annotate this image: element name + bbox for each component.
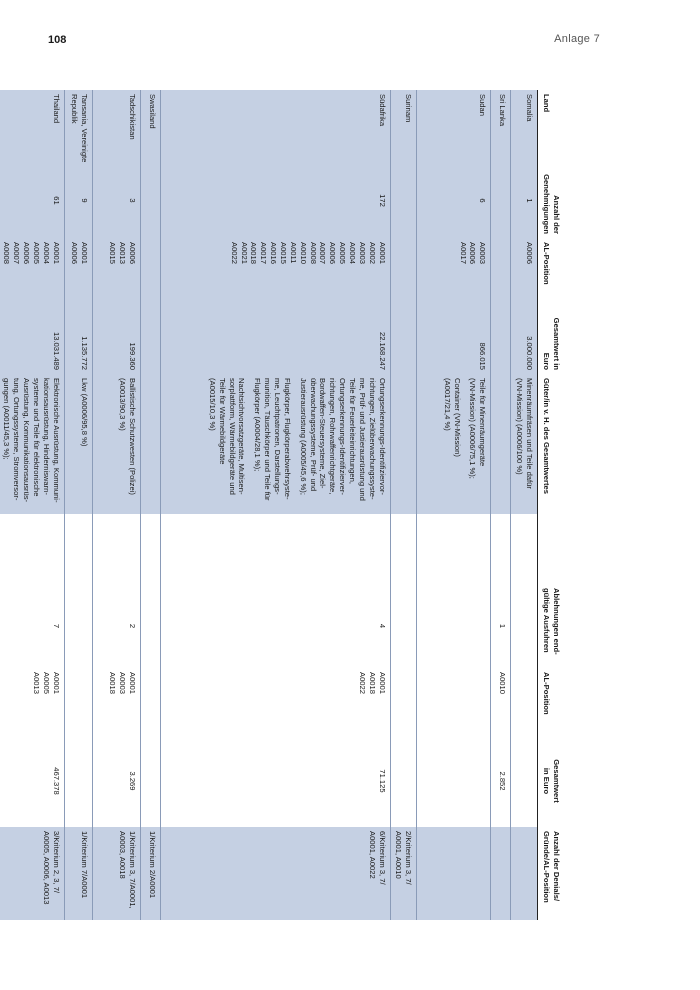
cell-line: Nachtsichtvorsatzgeräte, Multisen- <box>237 378 247 495</box>
cell-line: A0006 <box>328 242 338 264</box>
cell-line: Somalia <box>525 94 534 122</box>
cell-line: Elektronische Ausrüstung, Kommuni- <box>51 378 61 503</box>
cell-ablehnungen <box>417 584 491 668</box>
cell-line: Justierausrüstung (A0005/45,6 %); <box>298 378 308 495</box>
cell-line: 1/Kriterium 7/A0001 <box>79 831 89 899</box>
cell-line: Surinam <box>404 94 414 123</box>
cell-al-position <box>511 238 538 312</box>
cell-al-position-2 <box>92 668 140 735</box>
table-row <box>64 90 92 920</box>
cell-land <box>160 90 390 163</box>
cell-ablehnungen <box>140 584 160 668</box>
cell-al-position <box>64 238 92 312</box>
header-line: Ablehnungen end- <box>551 588 561 655</box>
cell-line: überwachungssysteme, Prüf- und <box>308 378 318 492</box>
cell-gesamtwert <box>140 312 160 374</box>
table-row <box>417 90 491 920</box>
table-row <box>92 90 140 920</box>
cell-al-position <box>491 238 511 312</box>
cell-line: Sri Lanka <box>498 94 508 127</box>
cell-line: A0001 <box>51 242 61 264</box>
cell-denials <box>64 827 92 920</box>
cell-denials <box>417 827 491 920</box>
header-line: Anzahl der <box>551 195 561 234</box>
cell-line: kationsausrüstung, Hinderniswarn- <box>41 378 51 495</box>
cell-al-position-2 <box>64 668 92 735</box>
header-denials <box>538 827 606 920</box>
cell-line: sorplattform, Wärmebildgeräte und <box>227 378 237 495</box>
cell-line: Flugkörper, Flugkörperabwehrsyste- <box>282 378 292 500</box>
cell-line: A0001 <box>79 242 89 264</box>
header-line: Gesamtwert <box>551 759 561 803</box>
cell-anzahl <box>390 163 417 238</box>
header-line: AL-Position <box>541 672 551 715</box>
gueter-paragraph <box>298 378 387 510</box>
cell-line: A0021 <box>239 242 249 264</box>
cell-line: A0006 <box>21 242 31 264</box>
cell-gueter <box>491 374 511 514</box>
cell-line: Tansania, Vereinigte <box>79 94 89 163</box>
cell-line: gungen (A0011/45,3 %); <box>2 378 12 460</box>
gueter-paragraph <box>207 378 246 510</box>
cell-line: A0003 <box>117 672 127 694</box>
cell-land <box>511 90 538 163</box>
cell-al-position <box>140 238 160 312</box>
cell-line: A0001, A0010 <box>394 831 404 879</box>
table-row <box>140 90 160 920</box>
cell-line: me, Leuchtpatronen, Darstellungs- <box>272 378 282 495</box>
cell-line: Lkw (A0006/95,8 %) <box>79 378 89 447</box>
cell-line: 6/Kriterium 3, 7/ <box>377 831 387 885</box>
cell-line: A0022 <box>357 672 367 694</box>
cell-line: A0016 <box>269 242 279 264</box>
cell-line: Teile für Minenräumgeräte <box>478 378 488 467</box>
cell-line: A0018 <box>249 242 259 264</box>
rotated-table-container <box>2 90 605 920</box>
table-row <box>0 90 64 920</box>
cell-al-position <box>0 238 64 312</box>
header-al-position <box>538 238 606 312</box>
cell-line: A0005 <box>41 672 51 694</box>
header-line: Land <box>541 94 551 113</box>
page-number: 108 <box>48 34 67 46</box>
cell-line: Teile für Wärmebildgeräte <box>217 378 227 465</box>
cell-line: A0007 <box>12 242 22 264</box>
cell-anzahl: 1 <box>511 163 538 238</box>
cell-spacer <box>390 514 417 584</box>
cell-line: A0004 <box>347 242 357 264</box>
cell-line: A0003 <box>357 242 367 264</box>
cell-gesamtwert-2: 3.269 <box>92 735 140 827</box>
cell-line: A0002 <box>367 242 377 264</box>
cell-gueter <box>417 374 491 514</box>
cell-line: 1/Kriterium 3, 7/A0001, <box>127 831 137 909</box>
cell-anzahl: 172 <box>160 163 390 238</box>
cell-line: A0008 <box>308 242 318 264</box>
cell-line: A0018 <box>107 672 117 694</box>
cell-anzahl <box>140 163 160 238</box>
cell-line: Container (VN-Mission) <box>452 378 462 457</box>
cell-line: Ortungserkennungs-Identifizierver- <box>338 378 348 495</box>
cell-denials <box>0 827 64 920</box>
cell-anzahl: 6 <box>417 163 491 238</box>
cell-line: (A0013/90,3 %) <box>117 378 127 431</box>
cell-line: richtungen, Rohrwaffenrichtgeräte, <box>328 378 338 495</box>
cell-denials <box>491 827 511 920</box>
cell-ablehnungen: 2 <box>92 584 140 668</box>
cell-line: (A0017/21,4 %) <box>442 378 452 431</box>
cell-anzahl <box>491 163 511 238</box>
header-line: Güter/in v. H. des Gesamtwertes <box>541 378 551 494</box>
cell-al-position <box>92 238 140 312</box>
header-gesamtwert-2 <box>538 735 606 827</box>
cell-line: Ballistische Schutzwesten (Polizei) <box>127 378 137 495</box>
header-line: Genehmigungen <box>541 174 551 234</box>
gueter-paragraph <box>442 378 462 510</box>
cell-land <box>140 90 160 163</box>
cell-al-position <box>417 238 491 312</box>
cell-gesamtwert: 1.135.772 <box>64 312 92 374</box>
cell-line: me, Prüf- und Justierausrüstung und <box>357 378 367 501</box>
cell-line: A0001 <box>377 672 387 694</box>
cell-gesamtwert <box>390 312 417 374</box>
cell-ablehnungen: 4 <box>160 584 390 668</box>
cell-gesamtwert: 22.168.247 <box>160 312 390 374</box>
header-gesamtwert <box>538 312 606 374</box>
cell-spacer <box>0 514 64 584</box>
header-line: AL-Position <box>541 242 551 285</box>
cell-line: (A0015/10,3 %) <box>207 378 217 431</box>
cell-line: A0005, A0006, A0013 <box>41 831 51 905</box>
cell-gesamtwert: 3.000.000 <box>511 312 538 374</box>
cell-line: A0006 <box>525 242 534 264</box>
cell-gesamtwert-2: 71.125 <box>160 735 390 827</box>
cell-line: A0006 <box>69 242 79 264</box>
table-row <box>390 90 417 920</box>
cell-spacer <box>64 514 92 584</box>
cell-line: A0017 <box>259 242 269 264</box>
cell-gueter <box>511 374 538 514</box>
cell-line: A0015 <box>278 242 288 264</box>
cell-al-position <box>390 238 417 312</box>
cell-gesamtwert: 199.360 <box>92 312 140 374</box>
cell-gesamtwert-2: 2.852 <box>491 735 511 827</box>
header-anzahl <box>538 163 606 238</box>
header-al-position-2 <box>538 668 606 735</box>
cell-line: A0017 <box>458 242 468 264</box>
cell-al-position-2 <box>511 668 538 735</box>
cell-ablehnungen <box>64 584 92 668</box>
table-row <box>160 90 390 920</box>
cell-ablehnungen <box>390 584 417 668</box>
cell-gueter <box>390 374 417 514</box>
gueter-paragraph <box>79 378 89 510</box>
cell-al-position <box>160 238 390 312</box>
cell-line: (VN-Mission) (A0006/75,1 %); <box>468 378 478 479</box>
annex-label: Anlage 7 <box>554 33 600 45</box>
cell-al-position-2 <box>140 668 160 735</box>
cell-gesamtwert: 13.031.489 <box>0 312 64 374</box>
cell-line: A0022 <box>229 242 239 264</box>
cell-line: Flugkörper (A0004/28,1 %); <box>253 378 263 472</box>
table-body <box>0 90 538 920</box>
gueter-paragraph <box>252 378 291 510</box>
cell-line: A0003, A0018 <box>117 831 127 879</box>
cell-gesamtwert-2: 467.378 <box>0 735 64 827</box>
cell-gesamtwert-2 <box>511 735 538 827</box>
header-land <box>538 90 606 163</box>
table-header-row <box>538 90 606 920</box>
cell-line: A0018 <box>367 672 377 694</box>
table-frame <box>2 90 605 920</box>
gueter-paragraph <box>514 378 534 510</box>
table-row <box>511 90 538 920</box>
header-line: Gründe/AL-Position <box>541 831 551 903</box>
cell-al-position-2 <box>417 668 491 735</box>
cell-line: tung, Ortungssysteme, Stromversor- <box>12 378 22 501</box>
cell-land <box>491 90 511 163</box>
cell-line: systeme und Teile für elektronische <box>31 378 41 497</box>
cell-line: A0006 <box>468 242 478 264</box>
cell-anzahl: 61 <box>0 163 64 238</box>
cell-gueter <box>64 374 92 514</box>
cell-line: A0007 <box>318 242 328 264</box>
cell-line: A0015 <box>107 242 117 264</box>
gueter-paragraph <box>1 378 60 510</box>
cell-line: A0010 <box>298 242 308 264</box>
cell-gesamtwert <box>491 312 511 374</box>
cell-spacer <box>160 514 390 584</box>
cell-line: Bordwaffen-Steuersysteme, Ziel- <box>318 378 328 489</box>
header-gueter <box>538 374 606 514</box>
cell-line: 1/Kriterium 2/A0001 <box>147 831 157 899</box>
cell-land <box>92 90 140 163</box>
cell-denials <box>390 827 417 920</box>
cell-line: munition, Täuschkörper und Teile für <box>263 378 273 501</box>
cell-ablehnungen: 7 <box>0 584 64 668</box>
cell-line: A0001, A0022 <box>367 831 377 879</box>
cell-denials <box>140 827 160 920</box>
cell-spacer <box>140 514 160 584</box>
cell-line: 2/Kriterium 3, 7/ <box>404 831 414 885</box>
cell-anzahl: 3 <box>92 163 140 238</box>
cell-land <box>390 90 417 163</box>
cell-line: A0008 <box>2 242 12 264</box>
cell-line: A0006 <box>127 242 137 264</box>
cell-line: A0005 <box>31 242 41 264</box>
gueter-paragraph <box>468 378 488 510</box>
cell-line: A0013 <box>31 672 41 694</box>
cell-line: (VN-Mission) (A0006/100 %) <box>515 378 525 475</box>
cell-gueter <box>140 374 160 514</box>
cell-gueter <box>0 374 64 514</box>
cell-line: A0001 <box>51 672 61 694</box>
gueter-paragraph <box>117 378 137 510</box>
cell-line: A0013 <box>117 242 127 264</box>
cell-land <box>417 90 491 163</box>
cell-line: Teile für Feuerleiteinrichtungen, <box>347 378 357 484</box>
cell-line: Tadschikistan <box>127 94 137 140</box>
cell-line: Republik <box>69 94 79 124</box>
header-ablehnungen <box>538 584 606 668</box>
cell-spacer <box>92 514 140 584</box>
cell-land <box>0 90 64 163</box>
cell-line: A0004 <box>41 242 51 264</box>
cell-line: Swasiland <box>147 94 157 129</box>
cell-al-position-2 <box>160 668 390 735</box>
header-line: Euro <box>541 352 551 370</box>
export-table <box>0 90 605 920</box>
cell-anzahl: 9 <box>64 163 92 238</box>
header-line: gültige Ausfuhren <box>541 588 551 653</box>
table-row <box>491 90 511 920</box>
cell-line: A0011 <box>288 242 298 264</box>
cell-gesamtwert-2 <box>390 735 417 827</box>
cell-denials <box>511 827 538 920</box>
cell-line: Sudan <box>478 94 488 116</box>
cell-line: Ausrüstung, Kommunikationsausrüs- <box>21 378 31 503</box>
cell-gesamtwert-2 <box>64 735 92 827</box>
cell-line: Thailand <box>51 94 61 124</box>
cell-line: A0001 <box>127 672 137 694</box>
cell-gueter <box>92 374 140 514</box>
header-line: in Euro <box>541 767 551 795</box>
cell-line: 3/Kriterium 2, 3, 7/ <box>51 831 61 894</box>
cell-gesamtwert: 866.015 <box>417 312 491 374</box>
cell-line: A0003 <box>478 242 488 264</box>
header-line: Anzahl der Denials/ <box>551 831 561 902</box>
cell-gueter <box>160 374 390 514</box>
cell-line: A0010 <box>498 672 508 694</box>
cell-al-position-2 <box>390 668 417 735</box>
cell-line: A0005 <box>338 242 348 264</box>
cell-spacer <box>491 514 511 584</box>
cell-spacer <box>417 514 491 584</box>
header-spacer <box>538 514 606 584</box>
cell-gesamtwert-2 <box>417 735 491 827</box>
cell-line: richtungen, Zielüberwachungssyste- <box>367 378 377 500</box>
cell-gesamtwert-2 <box>140 735 160 827</box>
cell-land <box>64 90 92 163</box>
cell-line: Südafrika <box>377 94 387 127</box>
cell-denials <box>92 827 140 920</box>
cell-line: Minenräumfräsen und Teile dafür <box>525 378 534 489</box>
cell-al-position-2 <box>491 668 511 735</box>
cell-ablehnungen: 1 <box>491 584 511 668</box>
cell-line: A0001 <box>377 242 387 264</box>
header-line: Gesamtwert in <box>551 317 561 370</box>
cell-denials <box>160 827 390 920</box>
cell-al-position-2 <box>0 668 64 735</box>
cell-spacer <box>511 514 538 584</box>
cell-line: Ortungserkennungs-Identifiziervor- <box>377 378 387 495</box>
cell-ablehnungen <box>511 584 538 668</box>
